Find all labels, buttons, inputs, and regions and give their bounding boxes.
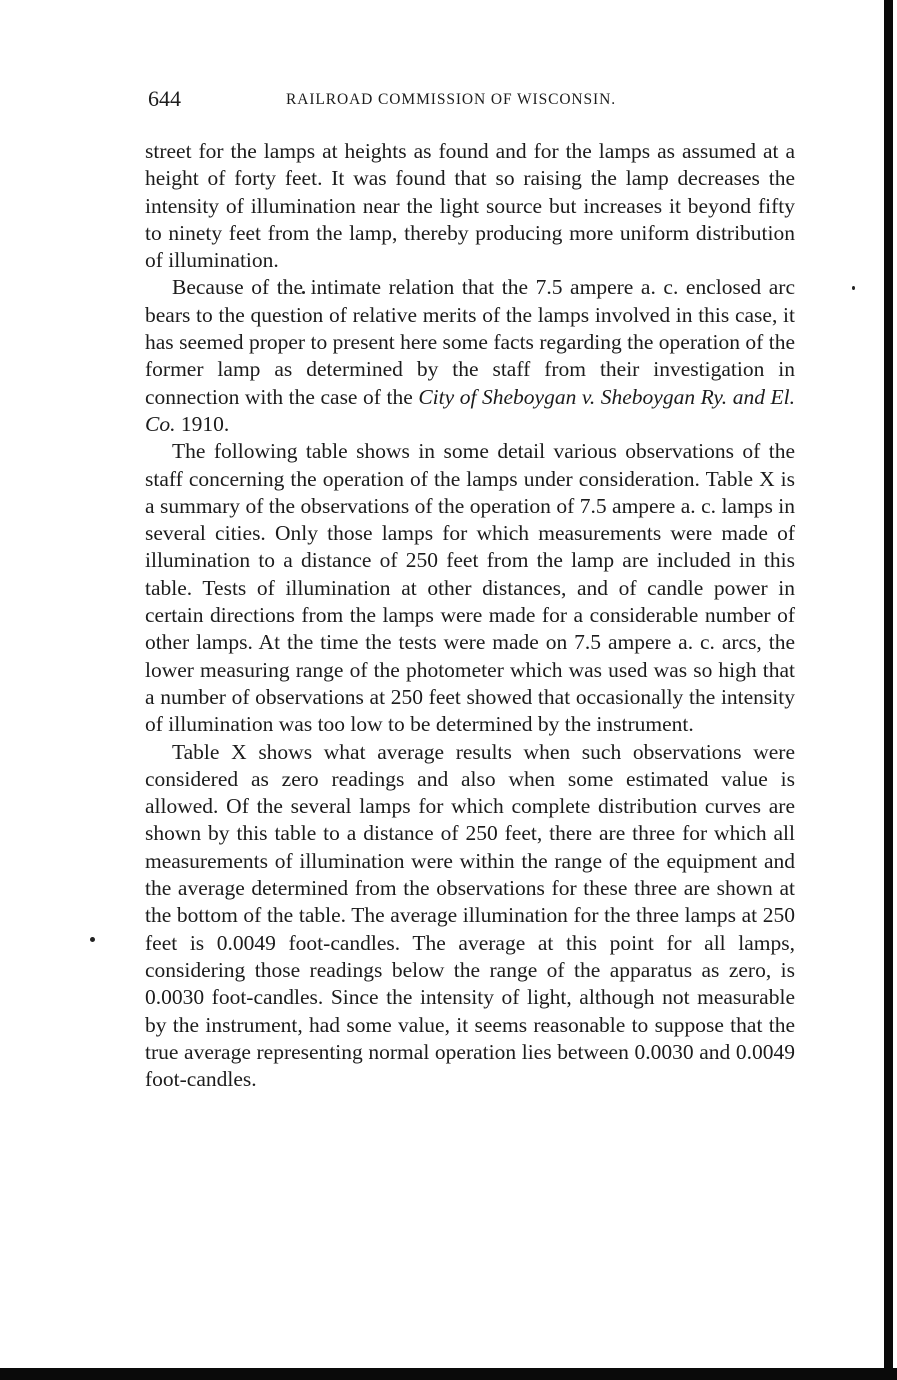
scan-right-border xyxy=(884,0,893,1380)
paragraph-arc-relation xyxy=(145,274,795,438)
running-head: RAILROAD COMMISSION OF WISCONSIN. xyxy=(286,91,616,108)
paragraph-text: 1910. xyxy=(175,411,230,436)
paragraph-continued: street for the lamps at heights as found and for the lamps as assumed at a height of forty feet. It was found that so raising the lamp decreases the intensity of illumination near the light source but increases it beyond fifty to ninety feet from the lamp, thereby producing more uniform distribution of illumination. xyxy=(145,139,795,273)
paragraph-table-intro: The following table shows in some detail various observations of the staff concerning the operation of the lamps under consideration. Table X is a summary of the observations of the operation of 7.5 ampere a. c. lamps in several cities. Only those lamps for which measurements were made of illumination to a distance of 250 feet from the lamp are included in this table. Tests of illumination at other distances, and of candle power in certain directions from the lamps were made for a considerable number of other lamps. At the time the tests were made on 7.5 ampere a. c. arcs, the lower measuring range of the photometer which was used was so high that a number of observations at 250 feet showed that occasionally the intensity of illumination was too low to be determined by the instrument. xyxy=(145,439,795,737)
scan-bottom-border xyxy=(0,1368,897,1380)
page-number: 644 xyxy=(148,86,181,111)
case-citation: City of Sheboygan v. Sheboygan Ry. and El. Co. xyxy=(145,384,795,436)
scan-speck xyxy=(852,286,855,290)
paragraph-table-x-results: Table X shows what average results when such observations were considered as zero readings and also when some estimated value is allowed. Of the several lamps for which complete distribution curves are shown by this table to a distance of 250 feet, there are three for which all measurements of illumination were within the range of the equipment and the average determined from the observations for these three are shown at the bottom of the table. The average illumination for the three lamps at 250 feet is 0.0049 foot-candles. The average at this point for all lamps, considering those readings below the range of the apparatus as zero, is 0.0030 foot-candles. Since the intensity of light, although not measurable by the instrument, had some value, it seems reasonable to suppose that the true average representing normal operation lies between 0.0030 and 0.0049 foot-candles. xyxy=(145,739,795,1092)
body-text xyxy=(145,138,795,1093)
paragraph-text: Because of the intimate relation that the 7.5 ampere a. c. enclosed arc bears to the question of relative merits of the lamps involved in this case, it has seemed proper to present here some facts regarding the operation of the former lamp as determined by the staff from their investigation in connection with the case of the xyxy=(145,275,795,409)
scan-speck xyxy=(90,937,95,942)
